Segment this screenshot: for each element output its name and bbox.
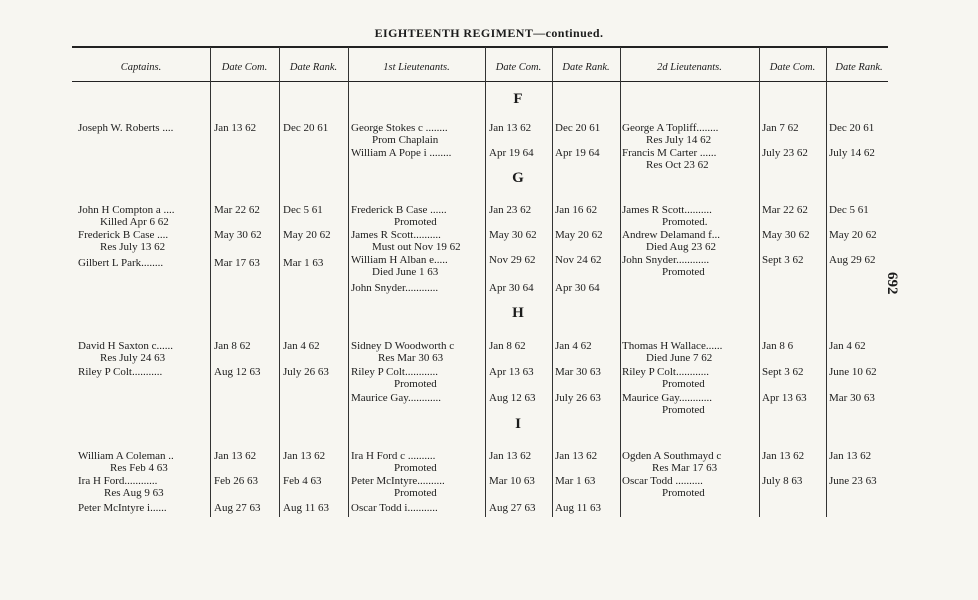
date-commissioned: Sept 3 62: [762, 366, 804, 378]
header-date-rank: Date Rank.: [289, 62, 338, 73]
date-commissioned: Nov 29 62: [489, 254, 536, 266]
lieutenant-name: Riley P Colt............: [622, 366, 709, 378]
date-commissioned: May 30 62: [214, 229, 262, 241]
date-commissioned: July 8 63: [762, 475, 803, 487]
date-commissioned: Mar 22 62: [762, 204, 808, 216]
company-letter: H: [512, 305, 524, 321]
lieutenant-name: Frederick B Case ......: [351, 204, 447, 216]
lieutenant-name: Ira H Ford c ..........: [351, 450, 436, 462]
lieutenant-name: Riley P Colt............: [351, 366, 438, 378]
page-number: 692: [884, 272, 900, 295]
date-commissioned: Mar 17 63: [214, 257, 260, 269]
captain-name: John H Compton a ....: [78, 204, 175, 216]
column-divider: [826, 47, 827, 517]
lieutenant-note: Promoted: [662, 404, 705, 416]
date-commissioned: May 30 62: [762, 229, 810, 241]
lieutenant-note: Promoted: [394, 378, 437, 390]
lieutenant-name: George Stokes c ........: [351, 122, 448, 134]
date-rank: July 26 63: [555, 392, 601, 404]
lieutenant-name: William H Alban e.....: [351, 254, 448, 266]
date-commissioned: Mar 22 62: [214, 204, 260, 216]
lieutenant-name: Peter McIntyre..........: [351, 475, 445, 487]
date-commissioned: Apr 19 64: [489, 147, 534, 159]
date-commissioned: Jan 13 62: [762, 450, 805, 462]
header-date-com: Date Com.: [495, 62, 542, 73]
lieutenant-note: Res Mar 30 63: [378, 352, 444, 364]
header-rule: [72, 81, 888, 82]
lieutenant-name: Maurice Gay............: [622, 392, 713, 404]
date-commissioned: Jan 8 62: [489, 340, 526, 352]
date-rank: Mar 1 63: [283, 257, 324, 269]
header-date-rank: Date Rank.: [835, 62, 883, 73]
lieutenant-name: Maurice Gay............: [351, 392, 442, 404]
date-rank: June 10 62: [829, 366, 877, 378]
lieutenant-note: Prom Chaplain: [372, 134, 439, 146]
date-commissioned: Aug 12 63: [214, 366, 261, 378]
date-rank: Jan 13 62: [829, 450, 872, 462]
date-commissioned: Jan 13 62: [214, 122, 257, 134]
date-rank: Aug 11 63: [283, 502, 330, 514]
date-rank: May 20 62: [555, 229, 603, 241]
lieutenant-name: William A Pope i ........: [351, 147, 452, 159]
lieutenant-name: James R Scott..........: [351, 229, 441, 241]
page-title: EIGHTEENTH REGIMENT—continued.: [374, 26, 604, 40]
column-divider: [620, 47, 621, 517]
date-rank: Mar 30 63: [555, 366, 601, 378]
captain-name: Gilbert L Park........: [78, 257, 164, 269]
lieutenant-note: Died June 1 63: [372, 266, 439, 278]
date-rank: Dec 20 61: [555, 122, 601, 134]
date-rank: June 23 63: [829, 475, 877, 487]
date-rank: Dec 20 61: [829, 122, 875, 134]
date-rank: Feb 4 63: [283, 475, 322, 487]
captain-name: David H Saxton c......: [78, 340, 174, 352]
lieutenant-name: Sidney D Woodworth c: [351, 340, 455, 352]
lieutenant-name: George A Topliff........: [622, 122, 719, 134]
lieutenant-name: Andrew Delamand f...: [622, 229, 721, 241]
header-2d-lieutenants: 2d Lieutenants.: [657, 62, 722, 73]
date-commissioned: Apr 13 63: [762, 392, 807, 404]
date-rank: Jan 4 62: [555, 340, 592, 352]
date-rank: Apr 30 64: [555, 282, 600, 294]
date-commissioned: Sept 3 62: [762, 254, 804, 266]
date-rank: Jan 13 62: [283, 450, 326, 462]
date-rank: May 20 62: [829, 229, 877, 241]
date-commissioned: Apr 30 64: [489, 282, 534, 294]
lieutenant-name: Oscar Todd i...........: [351, 502, 438, 514]
date-rank: Apr 19 64: [555, 147, 600, 159]
lieutenant-note: Must out Nov 19 62: [372, 241, 461, 253]
company-letter: F: [513, 91, 523, 107]
lieutenant-name: John Snyder............: [622, 254, 710, 266]
company-letter: G: [512, 170, 524, 186]
captain-name: Riley P Colt...........: [78, 366, 163, 378]
date-commissioned: Aug 12 63: [489, 392, 536, 404]
date-rank: Jan 4 62: [283, 340, 320, 352]
date-rank: Jan 13 62: [555, 450, 598, 462]
header-1st-lieutenants: 1st Lieutenants.: [383, 62, 450, 73]
column-divider: [348, 47, 349, 517]
date-commissioned: Mar 10 63: [489, 475, 535, 487]
lieutenant-name: John Snyder............: [351, 282, 439, 294]
date-rank: Mar 30 63: [829, 392, 875, 404]
captain-name: William A Coleman ..: [78, 450, 174, 462]
date-rank: Mar 1 63: [555, 475, 596, 487]
lieutenant-note: Res July 14 62: [646, 134, 712, 146]
lieutenant-note: Promoted.: [662, 216, 708, 228]
lieutenant-note: Promoted: [394, 216, 437, 228]
date-commissioned: Jan 8 6: [762, 340, 794, 352]
date-commissioned: Jan 13 62: [489, 122, 532, 134]
date-commissioned: Jan 13 62: [214, 450, 257, 462]
lieutenant-name: Oscar Todd ..........: [622, 475, 703, 487]
date-commissioned: May 30 62: [489, 229, 537, 241]
date-commissioned: Aug 27 63: [489, 502, 536, 514]
date-rank: July 14 62: [829, 147, 875, 159]
date-commissioned: Jan 7 62: [762, 122, 799, 134]
lieutenant-note: Promoted: [662, 487, 705, 499]
date-commissioned: Feb 26 63: [214, 475, 258, 487]
captain-note: Res Aug 9 63: [104, 487, 164, 499]
company-letter: I: [515, 416, 521, 432]
date-rank: May 20 62: [283, 229, 331, 241]
captain-note: Killed Apr 6 62: [100, 216, 169, 228]
captain-note: Res Feb 4 63: [110, 462, 168, 474]
captain-note: Res July 24 63: [100, 352, 166, 364]
date-commissioned: Aug 27 63: [214, 502, 261, 514]
date-commissioned: Apr 13 63: [489, 366, 534, 378]
column-divider: [485, 47, 486, 517]
header-captains: Captains.: [120, 62, 162, 73]
captain-name: Joseph W. Roberts ....: [78, 122, 174, 134]
lieutenant-note: Res Oct 23 62: [646, 159, 709, 171]
column-divider: [210, 47, 211, 517]
date-commissioned: Jan 13 62: [489, 450, 532, 462]
lieutenant-name: Ogden A Southmayd c: [622, 450, 722, 462]
date-rank: July 26 63: [283, 366, 329, 378]
lieutenant-note: Promoted: [662, 266, 705, 278]
date-rank: Dec 5 61: [829, 204, 869, 216]
lieutenant-note: Promoted: [394, 462, 437, 474]
column-divider: [759, 47, 760, 517]
date-rank: Jan 16 62: [555, 204, 598, 216]
date-commissioned: Jan 23 62: [489, 204, 532, 216]
captain-name: Ira H Ford............: [78, 475, 158, 487]
lieutenant-name: Francis M Carter ......: [622, 147, 717, 159]
date-rank: Aug 29 62: [829, 254, 876, 266]
captain-name: Frederick B Case ....: [78, 229, 169, 241]
column-divider: [279, 47, 280, 517]
lieutenant-note: Promoted: [394, 487, 437, 499]
date-rank: Jan 4 62: [829, 340, 866, 352]
date-commissioned: July 23 62: [762, 147, 808, 159]
lieutenant-note: Died Aug 23 62: [646, 241, 716, 253]
lieutenant-name: Thomas H Wallace......: [622, 340, 723, 352]
header-date-com: Date Com.: [769, 62, 816, 73]
captain-name: Peter McIntyre i......: [78, 502, 167, 514]
date-rank: Dec 20 61: [283, 122, 329, 134]
header-date-rank: Date Rank.: [562, 62, 610, 73]
date-rank: Dec 5 61: [283, 204, 323, 216]
date-commissioned: Jan 8 62: [214, 340, 251, 352]
lieutenant-note: Res Mar 17 63: [652, 462, 718, 474]
column-divider: [552, 47, 553, 517]
lieutenant-note: Died June 7 62: [646, 352, 713, 364]
date-rank: Aug 11 63: [555, 502, 602, 514]
date-rank: Nov 24 62: [555, 254, 602, 266]
captain-note: Res July 13 62: [100, 241, 166, 253]
top-rule: [72, 46, 888, 48]
lieutenant-name: James R Scott..........: [622, 204, 712, 216]
lieutenant-note: Promoted: [662, 378, 705, 390]
header-date-com: Date Com.: [221, 62, 268, 73]
